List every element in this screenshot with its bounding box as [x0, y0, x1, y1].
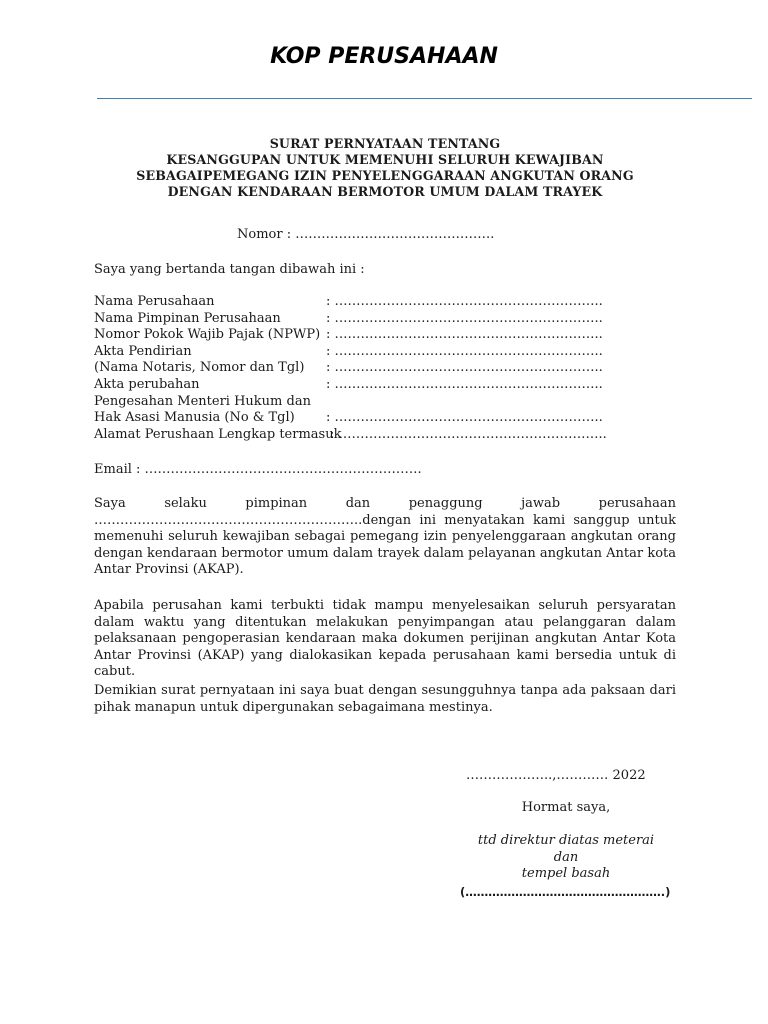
- field-value: : ……………………………………………………..: [326, 360, 603, 376]
- field-row: [94, 344, 676, 361]
- word: jawab: [521, 496, 561, 511]
- field-row: [94, 410, 676, 427]
- field-label: Nama Perusahaan: [94, 294, 215, 309]
- field-row: [94, 427, 676, 444]
- field-row: [94, 360, 676, 377]
- field-label: Pengesahan Menteri Hukum dan: [94, 393, 311, 409]
- statement-paragraph: [94, 496, 676, 579]
- signature-placeholder: (…………………………………………….): [460, 885, 671, 899]
- identity-fields: [94, 294, 676, 443]
- word: perusahaan: [598, 496, 676, 511]
- field-label: Hak Asasi Manusia (No & Tgl): [94, 410, 295, 426]
- document-heading: [94, 136, 676, 200]
- signature-note-line: tempel basah: [521, 866, 611, 881]
- heading-line: SEBAGAIPEMEGANG IZIN PENYELENGGARAAN ANGKUTAN ORANG: [136, 168, 634, 183]
- field-value: : ……………………………………………………..: [326, 310, 603, 326]
- revocation-paragraph: Apabila perusahan kami terbukti tidak mampu menyelesaikan seluruh persyaratan dalam waktu yang ditentukan melakukan penyimpangan atau pelanggaran dalam pelaksanaan pengoperasian kendaraan maka dokumen perijinan angkutan Antar Kota Antar Provinsi (AKAP) yang dialokasikan kepada perusahaan kami bersedia untuk di cabut.: [94, 598, 676, 679]
- field-value: : ……………………………………………………..: [330, 426, 607, 442]
- field-row: [94, 327, 676, 344]
- field-value: : ……………………………………………………..: [326, 410, 603, 426]
- statement-rest: ……………………………………………………..dengan ini menyatakan kami sanggup untuk memenuhi seluruh kewajiban sebagai pemegang izin penyelenggaraan angkutan orang dengan kendaraan bermotor umum dalam trayek dalam pelayanan angkutan Antar kota Antar Provinsi (AKAP).: [94, 512, 676, 577]
- field-value: : ……………………………………………………..: [326, 343, 603, 359]
- heading-line: DENGAN KENDARAAN BERMOTOR UMUM DALAM TRAYEK: [167, 184, 603, 199]
- field-label: Nomor Pokok Wajib Pajak (NPWP): [94, 327, 321, 343]
- statement-first-line: [94, 496, 676, 513]
- letterhead-divider: [97, 98, 752, 99]
- heading-line: SURAT PERNYATAAN TENTANG: [269, 136, 501, 151]
- field-label: Alamat Perushaan Lengkap termasuk: [94, 426, 342, 442]
- field-value: : ……………………………………………………..: [326, 327, 603, 343]
- place-date-line: ………………..,………… 2022: [466, 768, 646, 783]
- field-value: : ……………………………………………………..: [326, 294, 603, 309]
- field-row: [94, 311, 676, 328]
- word: pimpinan: [245, 496, 308, 511]
- field-label: Nama Pimpinan Perusahaan: [94, 310, 281, 326]
- word: penaggung: [408, 496, 483, 511]
- closing-paragraph: Demikian surat pernyataan ini saya buat dengan sesungguhnya tanpa ada paksaan dari pihak manapun untuk dipergunakan sebagaimana mestinya.: [94, 683, 676, 715]
- field-row: [94, 294, 676, 311]
- greeting: Hormat saya,: [521, 800, 611, 815]
- nomor-line: Nomor : ……………………………………….: [237, 227, 495, 242]
- field-row: [94, 377, 676, 394]
- field-row: [94, 394, 676, 411]
- field-value: : ……………………………………………………..: [326, 376, 603, 392]
- signature-note: [470, 833, 662, 883]
- word: selaku: [164, 496, 207, 511]
- word: dan: [345, 496, 371, 511]
- email-line: Email : ……………………………………………………….: [94, 462, 422, 477]
- letterhead-title: KOP PERUSAHAAN: [270, 44, 498, 69]
- intro-text: Saya yang bertanda tangan dibawah ini :: [94, 262, 365, 277]
- heading-line: KESANGGUPAN UNTUK MEMENUHI SELURUH KEWAJIBAN: [166, 152, 604, 167]
- field-label: Akta perubahan: [94, 376, 200, 392]
- field-label: (Nama Notaris, Nomor dan Tgl): [94, 360, 305, 376]
- word: Saya: [94, 496, 126, 511]
- field-label: Akta Pendirian: [94, 343, 192, 359]
- signature-note-line: ttd direktur diatas meterai dan: [477, 833, 655, 865]
